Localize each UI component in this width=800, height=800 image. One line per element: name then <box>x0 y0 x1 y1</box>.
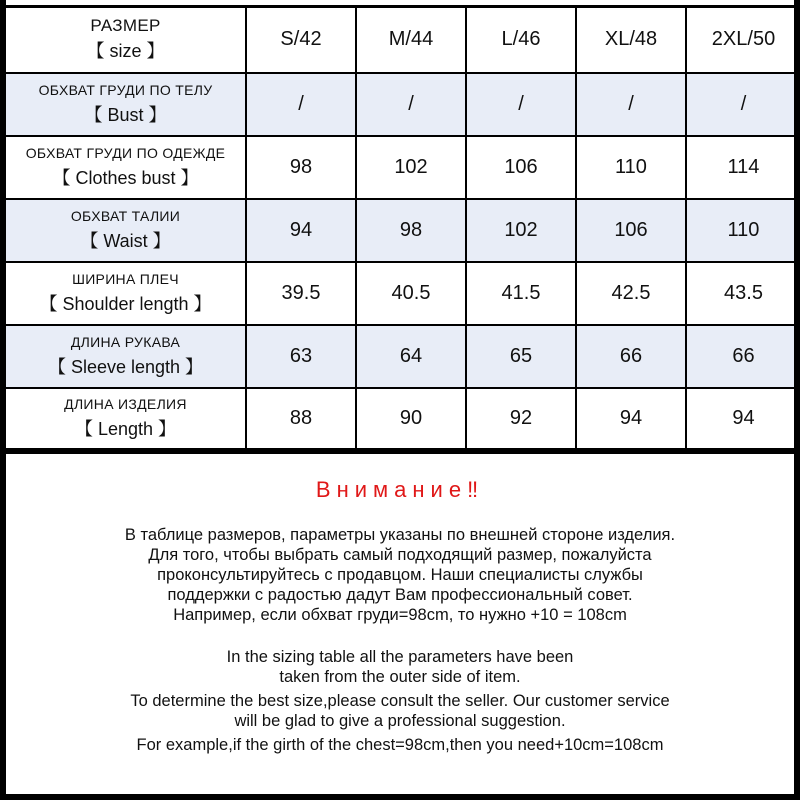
row-label-ru: ДЛИНА ИЗДЕЛИЯ <box>64 396 187 412</box>
row-label-en: 【 Length 】 <box>74 419 177 439</box>
header-label-ru: РАЗМЕР <box>90 15 161 35</box>
size-header: XL/48 <box>604 28 658 51</box>
measurement-value: 110 <box>727 218 760 241</box>
measurement-value: / <box>740 92 747 115</box>
row-label-ru: ОБХВАТ ГРУДИ ПО ОДЕЖДЕ <box>25 145 226 161</box>
measurement-value: 43.5 <box>724 281 763 304</box>
notice-english <box>6 647 794 755</box>
notice-ru-line: поддержки с радостью дадут Вам профессиональный совет. <box>167 586 633 604</box>
notice-en-line: In the sizing table all the parameters have been <box>226 648 574 666</box>
notice-ru-line: Для того, чтобы выбрать самый подходящий размер, пожалуйста <box>148 546 652 564</box>
measurement-value: 66 <box>619 344 643 367</box>
notice-en-line: taken from the outer side of item. <box>279 668 521 686</box>
measurement-value: / <box>298 92 304 115</box>
notice-en-line: To determine the best size,please consult the seller. Our customer service <box>130 692 670 710</box>
measurement-value: 110 <box>615 155 647 178</box>
size-header: S/42 <box>280 28 322 51</box>
row-label-en: 【 Waist 】 <box>80 231 171 251</box>
size-header: L/46 <box>501 28 541 51</box>
measurement-value: 102 <box>504 218 538 241</box>
header-label-en: 【 size 】 <box>86 40 165 61</box>
measurement-value: 98 <box>289 155 313 178</box>
row-label-ru: ОБХВАТ ГРУДИ ПО ТЕЛУ <box>38 82 213 98</box>
measurement-value: 40.5 <box>391 281 431 304</box>
measurement-value: 64 <box>399 344 423 367</box>
notice-section <box>6 475 794 755</box>
row-label-en: 【 Shoulder length 】 <box>39 294 212 314</box>
measurement-value: 94 <box>289 218 313 241</box>
measurement-value: 65 <box>509 344 533 367</box>
measurement-value: 66 <box>732 344 755 367</box>
measurement-value: 106 <box>614 218 648 241</box>
row-label-en: 【 Clothes bust 】 <box>52 168 199 188</box>
measurement-value: / <box>518 92 524 115</box>
notice-ru-line: В таблице размеров, параметры указаны по внешней стороне изделия. <box>124 526 676 544</box>
measurement-value: 39.5 <box>281 281 321 304</box>
measurement-value: 94 <box>732 406 755 429</box>
measurement-value: 94 <box>619 406 643 429</box>
measurement-value: / <box>408 92 414 115</box>
measurement-value: 88 <box>289 406 313 429</box>
row-label-ru: ШИРИНА ПЛЕЧ <box>72 271 179 287</box>
row-label-en: 【 Sleeve length 】 <box>47 357 204 377</box>
measurement-value: 102 <box>394 155 428 178</box>
measurement-value: 41.5 <box>501 281 541 304</box>
measurement-value: 106 <box>504 155 538 178</box>
notice-ru-line: проконсультируйтесь с продавцом. Наши специалисты службы <box>157 566 643 584</box>
measurement-value: 90 <box>399 406 423 429</box>
measurement-value: 92 <box>509 406 533 429</box>
measurement-value: 63 <box>289 344 313 367</box>
size-header: M/44 <box>388 28 434 51</box>
notice-ru-line: Например, если обхват груди=98cm, то нужно +10 = 108cm <box>173 606 627 624</box>
notice-en-line: For example,if the girth of the chest=98cm,then you need+10cm=108cm <box>136 736 664 754</box>
row-label-ru: ДЛИНА РУКАВА <box>70 334 181 350</box>
row-label-en: 【 Bust 】 <box>84 105 167 125</box>
measurement-value: 42.5 <box>611 281 651 304</box>
measurement-value: 114 <box>727 155 760 178</box>
row-label-ru: ОБХВАТ ТАЛИИ <box>70 208 181 224</box>
measurement-value: 98 <box>399 218 423 241</box>
notice-en-line: will be glad to give a professional suggestion. <box>234 712 566 730</box>
notice-russian <box>6 525 794 625</box>
warning-title: Внимание‼ <box>315 477 485 502</box>
measurement-value: / <box>628 92 634 115</box>
size-header: 2XL/50 <box>711 28 776 51</box>
